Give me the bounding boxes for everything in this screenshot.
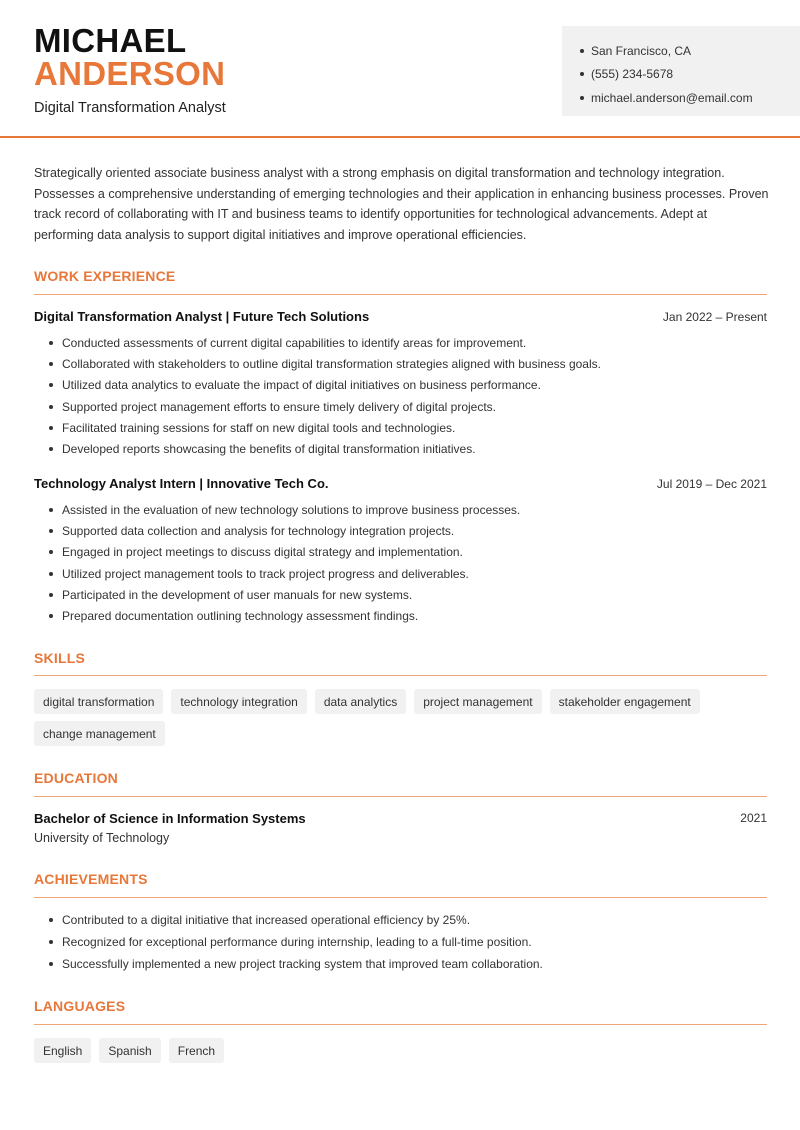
list-item (34, 584, 767, 605)
first-name: MICHAEL (34, 22, 187, 59)
list-item (34, 396, 767, 417)
bullet-icon (49, 940, 53, 944)
skill-tag: change management (34, 721, 165, 746)
bullet-icon (49, 405, 53, 409)
section-title-education: EDUCATION (34, 770, 118, 786)
job-title: Digital Transformation Analyst (34, 100, 226, 116)
bullet-icon (49, 572, 53, 576)
list-item-text: Utilized project management tools to track project progress and deliverables. (62, 566, 469, 581)
bullet-icon (49, 341, 53, 345)
skill-tag: technology integration (171, 689, 306, 714)
bullet-icon (49, 550, 53, 554)
list-item-text: Engaged in project meetings to discuss digital strategy and implementation. (62, 545, 463, 560)
list-item-text: Facilitated training sessions for staff on new digital tools and technologies. (62, 420, 456, 435)
languages-list (34, 1038, 767, 1063)
list-item-text: Collaborated with stakeholders to outline digital transformation strategies aligned with business goals. (62, 356, 601, 371)
list-item (34, 605, 767, 626)
list-item-text: Successfully implemented a new project tracking system that improved team collaboration. (62, 956, 543, 971)
contact-phone-text: (555) 234-5678 (591, 67, 674, 82)
list-item-text: Conducted assessments of current digital capabilities to identify areas for improvement. (62, 335, 527, 350)
list-item (34, 332, 767, 353)
skill-tag: project management (414, 689, 541, 714)
section-divider (34, 1024, 767, 1025)
list-item-text: Assisted in the evaluation of new technology solutions to improve business processes. (62, 502, 521, 517)
list-item-text: Participated in the development of user manuals for new systems. (62, 587, 413, 602)
language-tag: French (169, 1038, 224, 1063)
list-item (34, 417, 767, 438)
skill-tag: data analytics (315, 689, 406, 714)
job-header (34, 476, 767, 491)
list-item-text: Supported data collection and analysis for technology integration projects. (62, 523, 455, 538)
list-item (34, 375, 767, 396)
section-title-experience: WORK EXPERIENCE (34, 268, 176, 284)
skill-tag: stakeholder engagement (550, 689, 700, 714)
bullet-icon (49, 918, 53, 922)
list-item (34, 909, 767, 930)
job-bullets (34, 332, 767, 460)
bullet-icon (49, 614, 53, 618)
job-role: Technology Analyst Intern | Innovative Tech Co. (34, 476, 329, 491)
job-dates: Jan 2022 – Present (662, 309, 767, 324)
section-divider (34, 897, 767, 898)
section-title-languages: LANGUAGES (34, 998, 126, 1014)
bullet-icon (49, 962, 53, 966)
last-name: ANDERSON (34, 55, 226, 92)
bullet-icon (49, 508, 53, 512)
job-role: Digital Transformation Analyst | Future Tech Solutions (34, 309, 370, 324)
skills-list (34, 689, 767, 746)
achievements-list (34, 909, 767, 975)
bullet-icon (580, 49, 584, 53)
list-item (34, 353, 767, 374)
contact-box (562, 26, 800, 116)
job-bullets (34, 499, 767, 627)
bullet-icon (49, 362, 53, 366)
resume-header (0, 0, 800, 138)
language-tag: English (34, 1038, 91, 1063)
summary: Strategically oriented associate business analyst with a strong emphasis on digital transformation and technology integration. Possesses a comprehensive understanding of emerging technologies and their application in enhancing business processes. Proven track record of collaborating with IT and business teams to identify opportunities for technological advancements. Adept at performing data analysis to support digital initiatives and improve operational efficiencies. (34, 166, 769, 242)
skill-tag: digital transformation (34, 689, 163, 714)
list-item-text: Recognized for exceptional performance during internship, leading to a full-time position. (62, 934, 532, 949)
bullet-icon (49, 529, 53, 533)
education-header (34, 811, 767, 826)
section-title-skills: SKILLS (34, 650, 85, 666)
contact-location (580, 39, 800, 63)
section-divider (34, 796, 767, 797)
education-year: 2021 (740, 811, 767, 825)
list-item-text: Contributed to a digital initiative that increased operational efficiency by 25%. (62, 912, 471, 927)
section-divider (34, 294, 767, 295)
list-item (34, 542, 767, 563)
language-tag: Spanish (99, 1038, 160, 1063)
list-item (34, 438, 767, 459)
contact-phone (580, 63, 800, 87)
education-school: University of Technology (34, 831, 170, 845)
bullet-icon (49, 593, 53, 597)
bullet-icon (580, 96, 584, 100)
list-item-text: Developed reports showcasing the benefits of digital transformation initiatives. (62, 442, 476, 457)
contact-email (580, 86, 800, 110)
bullet-icon (580, 72, 584, 76)
bullet-icon (49, 383, 53, 387)
section-divider (34, 675, 767, 676)
bullet-icon (49, 447, 53, 451)
list-item (34, 930, 767, 953)
list-item-text: Supported project management efforts to ensure timely delivery of digital projects. (62, 399, 497, 414)
section-title-achievements: ACHIEVEMENTS (34, 871, 148, 887)
list-item (34, 953, 767, 974)
list-item (34, 563, 767, 584)
list-item (34, 520, 767, 541)
contact-email-text: michael.anderson@email.com (591, 90, 753, 105)
bullet-icon (49, 426, 53, 430)
list-item-text: Utilized data analytics to evaluate the impact of digital initiatives on business performance. (62, 378, 541, 393)
list-item-text: Prepared documentation outlining technology assessment findings. (62, 609, 419, 624)
contact-location-text: San Francisco, CA (591, 43, 692, 58)
list-item (34, 499, 767, 520)
job-dates: Jul 2019 – Dec 2021 (656, 476, 767, 491)
education-degree: Bachelor of Science in Information Systems (34, 811, 306, 826)
job-header (34, 309, 767, 324)
